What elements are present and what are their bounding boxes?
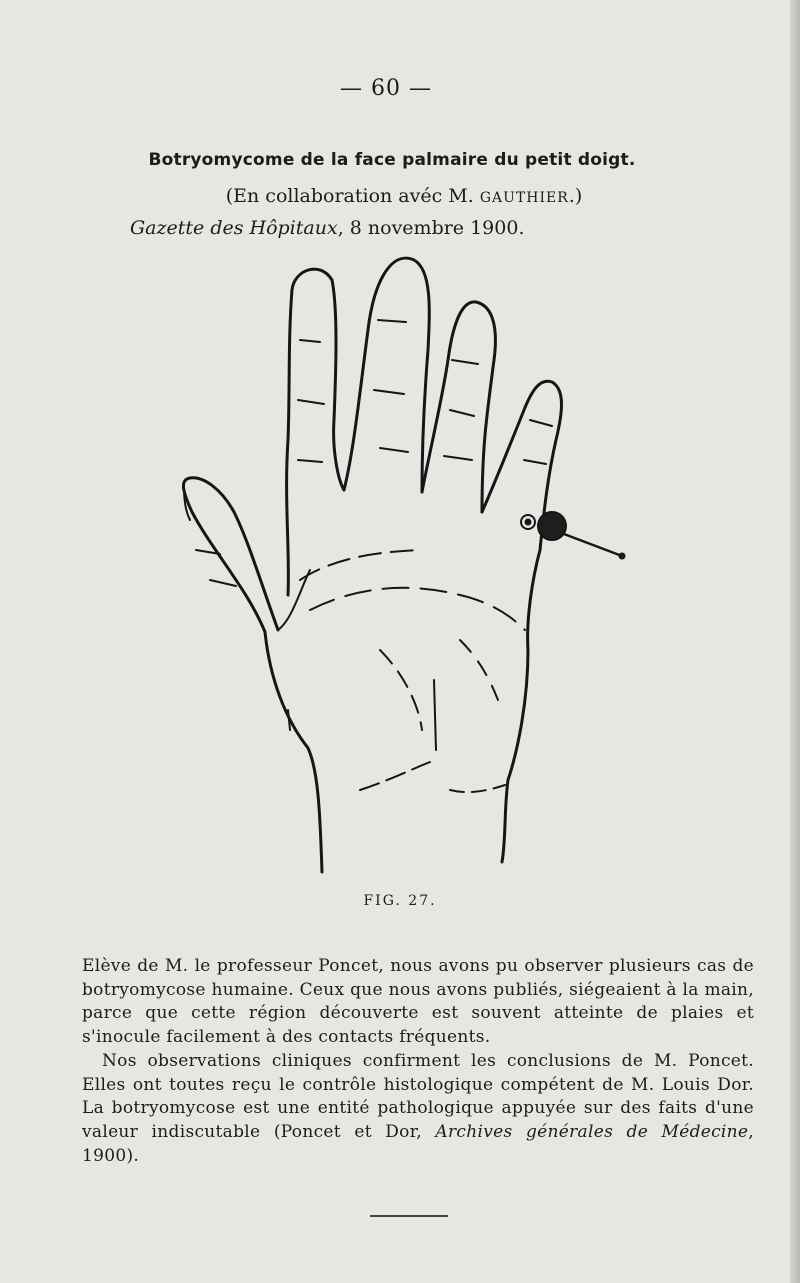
journal-name: Gazette des Hôpitaux (130, 217, 338, 239)
archives-journal-name: Archives générales de Médecine (435, 1121, 749, 1142)
section-divider (370, 1215, 448, 1217)
publication-date: , 8 novembre 1900. (337, 217, 525, 239)
page-number: — 60 — (340, 76, 432, 101)
body-text (82, 955, 754, 1168)
article-title: Botryomycome de la face palmaire du petit doigt. (148, 150, 636, 170)
hand-illustration (160, 250, 640, 890)
paragraph-1: Elève de M. le professeur Poncet, nous avons pu observer plusieurs cas de botryomycose humaine. Ceux que nous avons publiés, siégeaient à la main, parce que cette région découverte est souvent atteinte de plaies et s'inocule facilement à des contacts fréquents. (82, 956, 754, 1048)
source-citation (130, 217, 525, 239)
paragraph-2 (82, 1050, 754, 1169)
figure-caption: FIG. 27. (363, 893, 437, 909)
hand-drawing-icon (160, 250, 640, 890)
collaboration-line (0, 185, 800, 207)
collab-suffix: .) (568, 185, 583, 207)
collab-name: GAUTHIER (479, 190, 569, 206)
paragraph-2-text: Nos observations cliniques confirment les conclusions de M. Poncet. Elles ont toutes reçu le contrôle histologique compétent de M. Louis Dor. La botryomycose est une entité pathologique appuyée sur des faits d'une valeur indiscutable (Poncet et Dor, (82, 1050, 754, 1142)
paragraph-2-end: , 1900). (82, 1121, 754, 1166)
collab-prefix: (En collaboration avéc M. (225, 185, 480, 207)
